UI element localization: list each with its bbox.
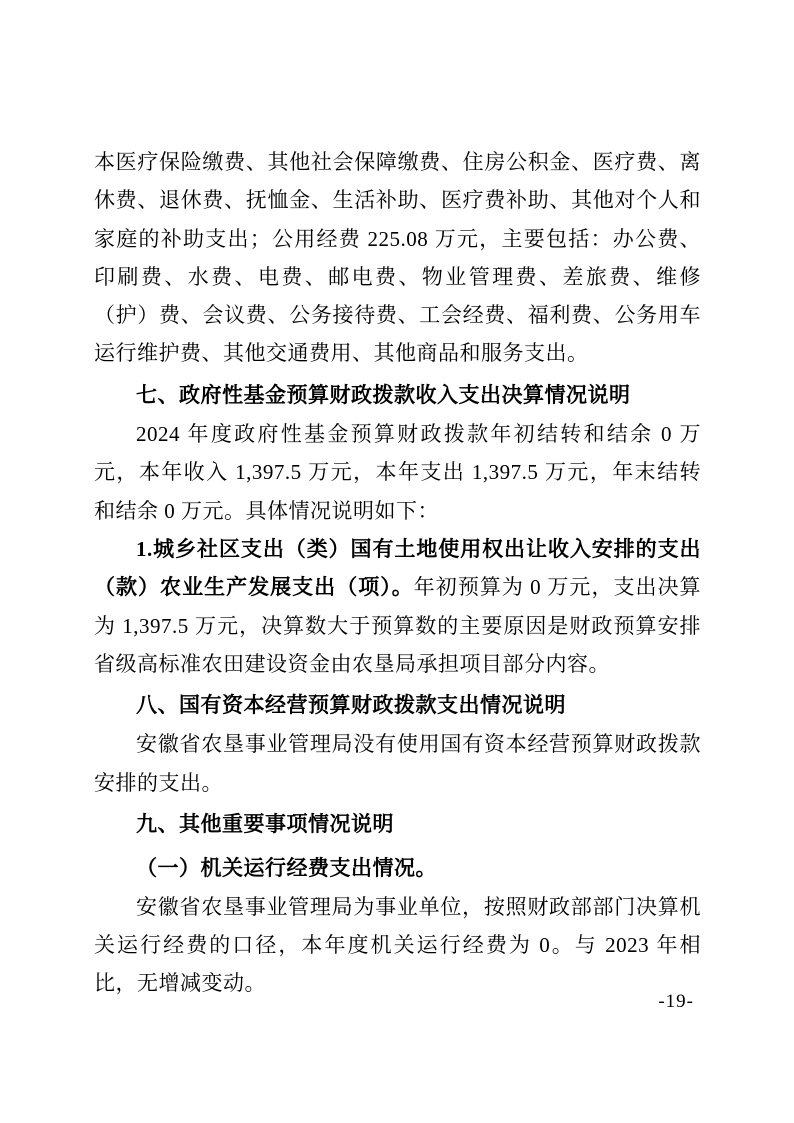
paragraph-state-capital: 安徽省农垦事业管理局没有使用国有资本经营预算财政拨款安排的支出。	[94, 732, 701, 795]
paragraph-government-fund-budget: 2024 年度政府性基金预算财政拨款年初结转和结余 0 万元，本年收入 1,397.5 万元，本年支出 1,397.5 万元，年末结转和结余 0 万元。具体情况说明如下：	[94, 422, 701, 523]
document-body	[94, 143, 701, 1003]
item1-bold-lead: 1.城乡社区支出（类）国有土地使用权出让收入安排的支出（款）农业生产发展支出（项）。	[94, 536, 701, 600]
page-number: -19-	[658, 991, 694, 1012]
paragraph-operating-expense: 安徽省农垦事业管理局为事业单位，按照财政部部门决算机关运行经费的口径，本年度机关运行经费为 0。与 2023 年相比，无增减变动。	[94, 894, 701, 996]
paragraph-item1	[94, 530, 701, 683]
section9-sub1-heading: （一）机关运行经费支出情况。	[136, 856, 437, 881]
section7-heading: 七、政府性基金预算财政拨款收入支出决算情况说明	[136, 383, 631, 407]
item1-regular-rest: 年初预算为 0 万元，支出决算为 1,397.5 万元，决算数大于预算数的主要原因是财政预算安排省级高标准农田建设资金由农垦局承担项目部分内容。	[94, 575, 702, 676]
section9-heading: 九、其他重要事项情况说明	[136, 813, 394, 837]
section8-heading: 八、国有资本经营预算财政拨款支出情况说明	[136, 694, 566, 718]
paragraph-expense-items-continuation: 本医疗保险缴费、其他社会保障缴费、住房公积金、医疗费、离休费、退休费、抚恤金、生活补助、医疗费补助、其他对个人和家庭的补助支出；公用经费 225.08 万元，主要包括：办公费、印刷费、水费、电费、邮电费、物业管理费、差旅费、维修（护）费、会议费、公务接待费、工会经费、福利费、公务用车运行维护费、其他交通费用、其他商品和服务支出。	[94, 150, 701, 366]
